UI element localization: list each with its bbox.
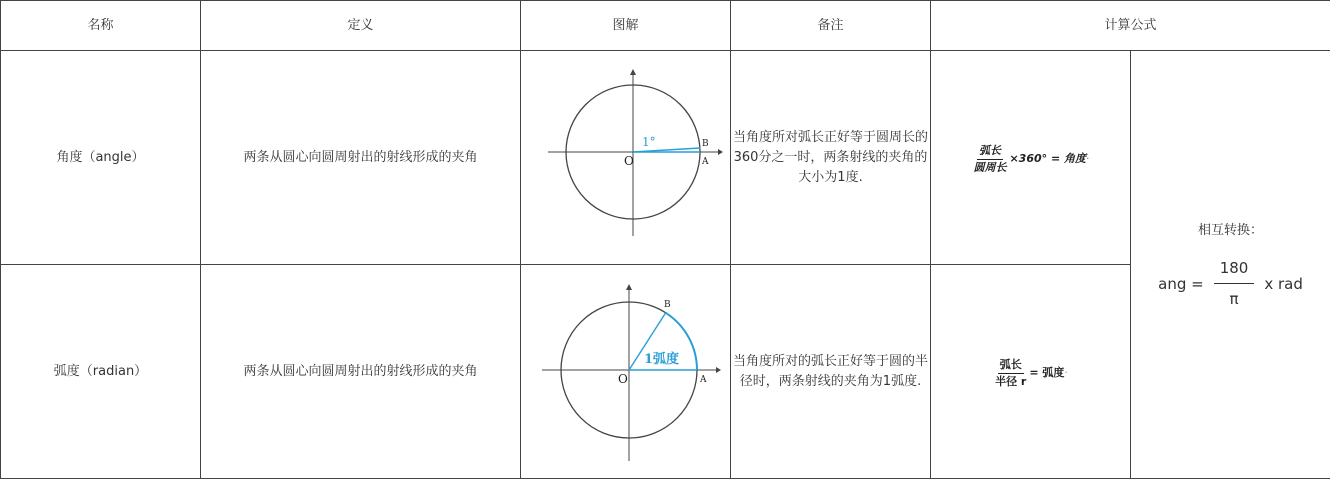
formula-numerator: 弧长	[998, 358, 1024, 374]
formula-denominator: 圆周长	[971, 160, 1008, 175]
conversion-formula	[1158, 259, 1303, 308]
x-axis-arrow	[716, 367, 721, 373]
header-diagram: 图解	[521, 1, 731, 51]
x-axis-arrow	[718, 149, 723, 155]
center-label: O	[618, 372, 628, 386]
degree-formula	[971, 144, 1089, 175]
angle-label: 1弧度	[644, 351, 679, 367]
y-axis-arrow	[626, 284, 632, 290]
conversion-fraction	[1214, 259, 1255, 308]
point-b-label: B	[664, 300, 671, 310]
conversion-cell	[1131, 51, 1330, 479]
header-remark: 备注	[731, 1, 931, 51]
row-definition: 两条从圆心向圆周射出的射线形成的夹角	[201, 265, 521, 479]
formula-rest: ×360° = 角度	[1009, 149, 1086, 169]
row-remark: 当角度所对弧长正好等于圆周长的360分之一时，两条射线的夹角的大小为1度.	[731, 51, 931, 265]
formula-fraction	[993, 358, 1028, 389]
table-row	[1, 51, 1330, 265]
formula-cell	[931, 51, 1131, 265]
row-definition: 两条从圆心向圆周射出的射线形成的夹角	[201, 51, 521, 265]
y-axis-arrow	[630, 69, 636, 75]
row-name: 角度（angle）	[1, 51, 201, 265]
row-name: 弧度（radian）	[1, 265, 201, 479]
radian-formula	[993, 358, 1068, 389]
angle-label: 1°	[642, 135, 656, 149]
diagram-cell	[521, 265, 731, 479]
header-row	[1, 1, 1330, 51]
formula-fraction	[971, 144, 1008, 175]
header-formula: 计算公式	[931, 1, 1330, 51]
formula-rest: = 弧度	[1029, 363, 1064, 383]
point-a-label: A	[701, 157, 709, 167]
formula-dot: ·	[1086, 149, 1090, 169]
radian-diagram	[526, 277, 726, 467]
formula-denominator: 半径 r	[993, 374, 1028, 389]
diagram-cell	[521, 51, 731, 265]
header-name: 名称	[1, 1, 201, 51]
conversion-lhs: ang =	[1158, 274, 1204, 294]
angle-diagram	[526, 68, 726, 248]
point-b-label: B	[702, 139, 709, 149]
conversion-denominator: π	[1230, 284, 1239, 308]
conversion-numerator: 180	[1214, 259, 1255, 284]
conversion-rhs: x rad	[1264, 274, 1303, 294]
point-a-label: A	[699, 375, 707, 385]
formula-dot: ·	[1064, 363, 1068, 383]
conversion-title: 相互转换：	[1131, 221, 1330, 241]
formula-cell	[931, 265, 1131, 479]
formula-numerator: 弧长	[977, 144, 1003, 160]
center-label: O	[624, 154, 634, 168]
row-remark: 当角度所对的弧长正好等于圆的半径时，两条射线的夹角为1弧度.	[731, 265, 931, 479]
header-definition: 定义	[201, 1, 521, 51]
